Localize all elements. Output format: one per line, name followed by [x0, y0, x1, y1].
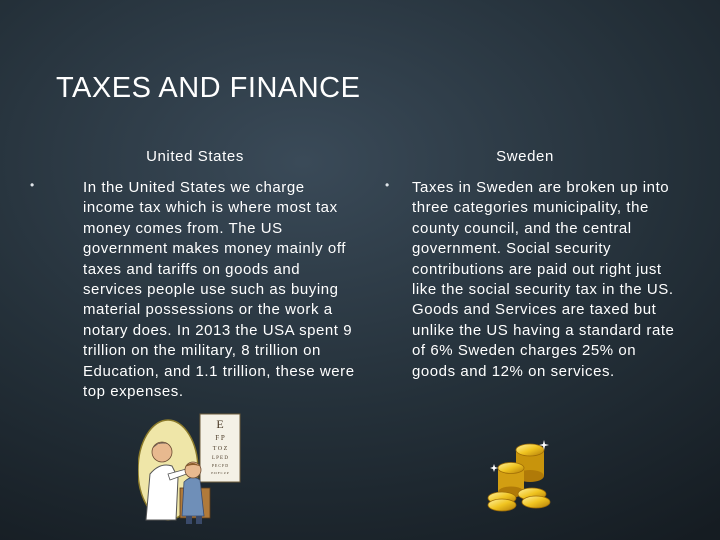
sweden-column-heading: Sweden	[496, 148, 554, 165]
gold-coins-clipart	[486, 436, 558, 512]
sweden-body-text: Taxes in Sweden are broken up into three categories municipality, the county council, and the central government. Social security contributions are paid out right just like the social security tax in the US. Goods and Services are taxed but unlike the US having a standard rate of 6% Sweden charges 25% on goods and 12% on services.	[412, 179, 675, 380]
svg-text:T O Z: T O Z	[212, 446, 228, 452]
svg-text:P E C F D: P E C F D	[211, 463, 229, 468]
slide-title: TAXES AND FINANCE	[56, 72, 361, 104]
sweden-bullet-icon: •	[385, 178, 390, 192]
us-column-heading: United States	[146, 148, 244, 165]
svg-text:L P E D: L P E D	[212, 456, 228, 461]
us-body-text: In the United States we charge income tax which is where most tax money comes from. The US government makes money mainly off taxes and tariffs on goods and services people use such as buying material possessions or the work a notary does. In 2013 the USA spent 9 trillion on the military, 8 trillion on Education, and 1.1 trillion, these were top expenses.	[83, 179, 355, 401]
us-bullet-icon: •	[30, 178, 35, 192]
doctor-eye-exam-clipart	[138, 412, 243, 524]
svg-text:E D F C Z P: E D F C Z P	[211, 471, 229, 475]
svg-text:F P: F P	[215, 434, 225, 442]
svg-text:E: E	[216, 417, 224, 431]
